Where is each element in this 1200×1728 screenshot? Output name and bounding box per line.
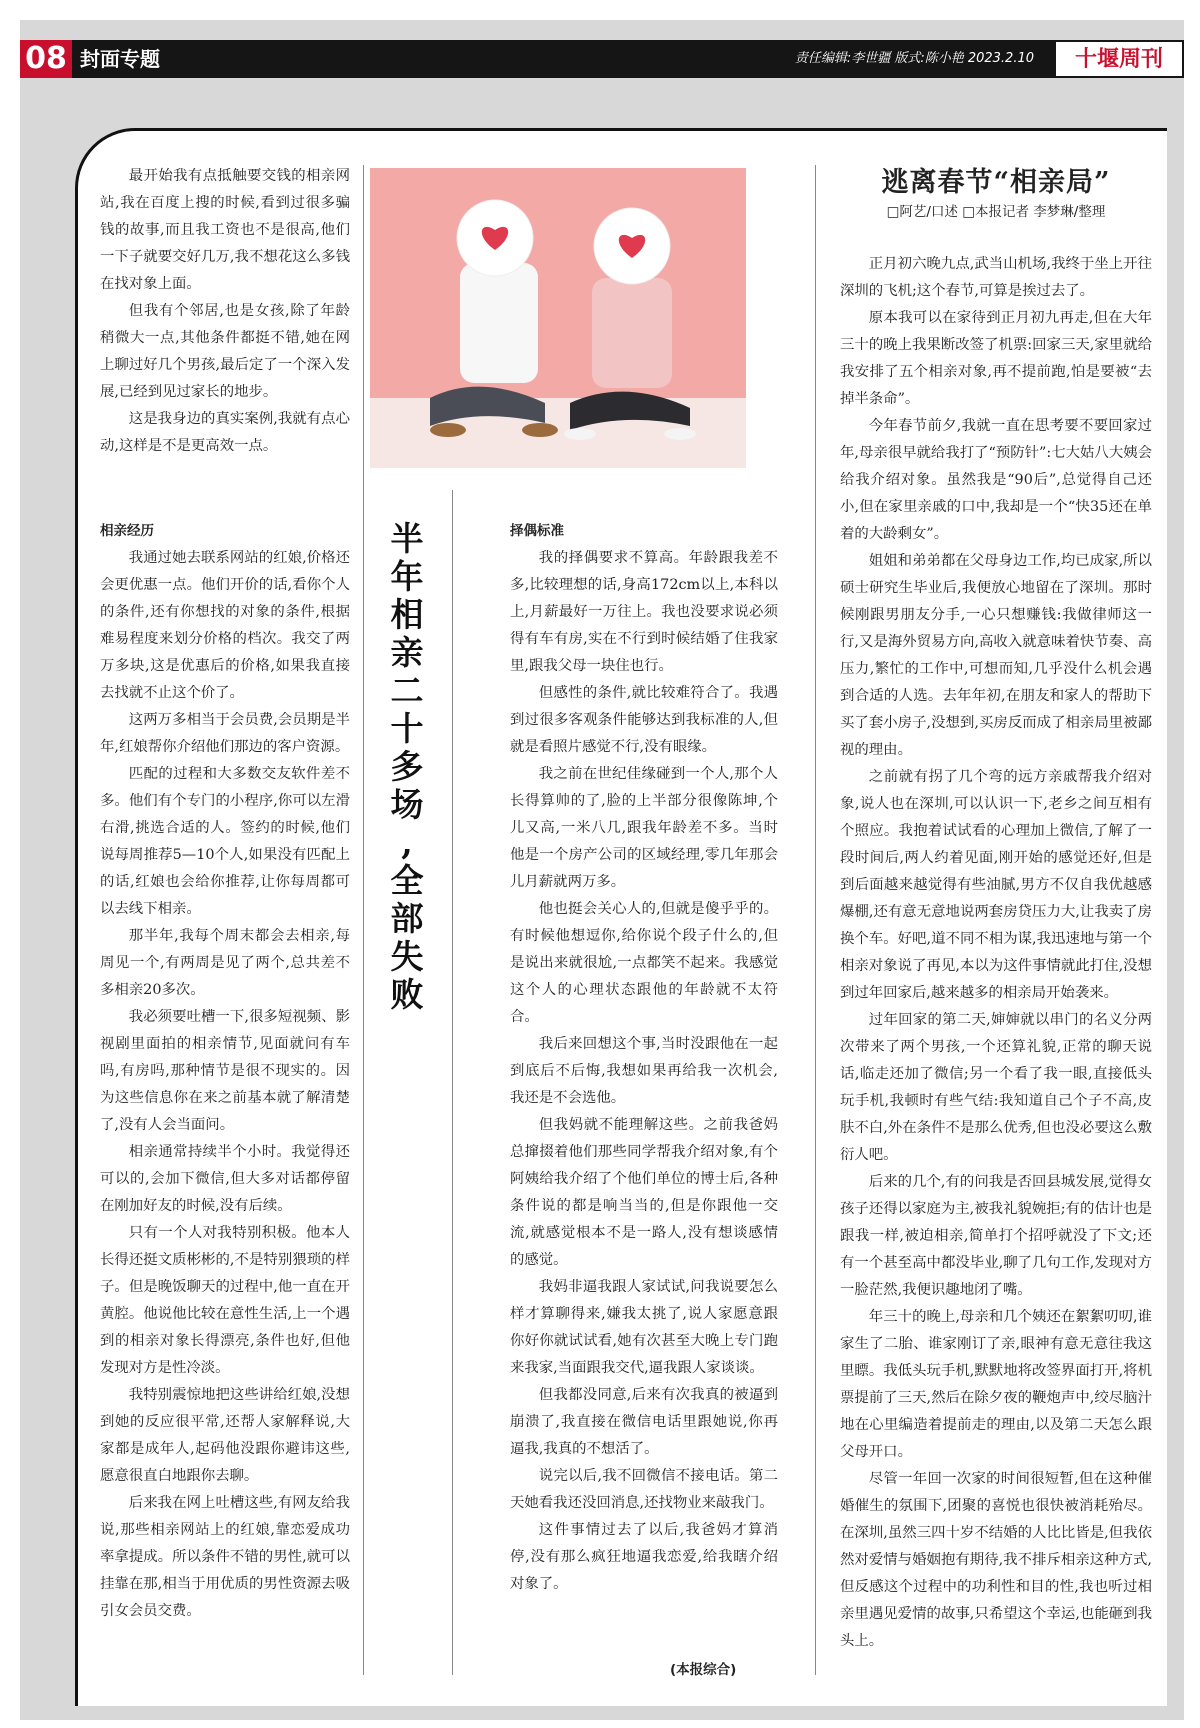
vertical-headline (382, 520, 432, 1014)
paragraph: 这是我身边的真实案例,我就有点心动,这样是不是更高效一点。 (100, 411, 350, 454)
couple-illustration (370, 168, 746, 468)
paragraph: 但我都没同意,后来有次我真的被逼到崩溃了,我直接在微信电话里跟她说,你再逼我,我真的不想活了。 (510, 1387, 778, 1457)
paragraph: 尽管一年回一次家的时间很短暂,但在这种催婚催生的氛围下,团聚的喜悦也很快被消耗殆尽。在深圳,虽然三四十岁不结婚的人比比皆是,但我依然对爱情与婚姻抱有期待,我不排斥相亲这种方式,但反感这个过程中的功利性和目的性,我也听过相亲里遇见爱情的故事,只希望这个幸运,也能砸到我头上。 (840, 1471, 1152, 1649)
headline-char: 败 (390, 975, 424, 1014)
brand-logo (1054, 40, 1184, 78)
paragraph: 这两万多相当于会员费,会员期是半年,红娘帮你介绍他们那边的客户资源。 (100, 712, 350, 755)
headline-char: 十 (390, 709, 424, 748)
paragraph: 姐姐和弟弟都在父母身边工作,均已成家,所以硕士研究生毕业后,我便放心地留在了深圳。那时候刚跟男朋友分手,一心只想赚钱:我做律师这一行,又是海外贸易方向,高收入就意味着快节奏、高压力,繁忙的工作中,可想而知,几乎没什么机会遇到合适的人选。去年年初,在朋友和家人的帮助下买了套小房子,没想到,买房反而成了相亲局里被鄙视的理由。 (840, 553, 1152, 758)
paragraph: 最开始我有点抵触要交钱的相亲网站,我在百度上搜的时候,看到过很多骗钱的故事,而且我工资也不是很高,他们一下子就要交好几万,我不想花这么多钱在找对象上面。 (100, 168, 350, 292)
paragraph: 但感性的条件,就比较难符合了。我遇到过很多客观条件能够达到我标准的人,但就是看照片感觉不行,没有眼缘。 (510, 685, 778, 755)
headline-char: 全 (390, 861, 424, 900)
headline-char: 亲 (390, 633, 424, 672)
paragraph: 原本我可以在家待到正月初九再走,但在大年三十的晚上我果断改签了机票:回家三天,家里就给我安排了五个相亲对象,再不提前跑,怕是要被“去掉半条命”。 (840, 310, 1152, 407)
headline-char: 年 (390, 557, 424, 596)
paragraph: 我后来回想这个事,当时没跟他在一起到底后不后悔,我想如果再给我一次机会,我还是不会选他。 (510, 1036, 778, 1106)
couple-photo (370, 168, 746, 468)
paragraph: 过年回家的第二天,婶婶就以串门的名义分两次带来了两个男孩,一个还算礼貌,正常的聊天说话,临走还加了微信;另一个看了我一眼,直接低头玩手机,我顿时有些气结:我知道自己个子不高,皮肤不白,外在条件不是那么优秀,但也没必要这么敷衍人吧。 (840, 1012, 1152, 1163)
column-1-intro (100, 163, 350, 460)
column-divider-2 (452, 490, 453, 1675)
article-title: 逃离春节“相亲局” (881, 167, 1111, 198)
column-divider-3 (815, 165, 816, 1675)
column-1-main (100, 518, 350, 1625)
subheading-mate-criteria: 择偶标准 (510, 523, 564, 539)
headline-char: 半 (390, 519, 424, 558)
paragraph: 年三十的晚上,母亲和几个姨还在絮絮叨叨,谁家生了二胎、谁家刚订了亲,眼神有意无意往我这里瞟。我低头玩手机,默默地将改签界面打开,将机票提前了三天,然后在除夕夜的鞭炮声中,绞尽脑汁地在心里编造着提前走的理由,以及第二天怎么跟父母开口。 (840, 1309, 1152, 1460)
paragraph: 我的择偶要求不算高。年龄跟我差不多,比较理想的话,身高172cm以上,本科以上,月薪最好一万往上。我也没要求说必须得有车有房,实在不行到时候结婚了住我家里,跟我父母一块住也行。 (510, 550, 778, 674)
brand-name: 十堰周刊 (1074, 46, 1163, 72)
paragraph: 我特别震惊地把这些讲给红娘,没想到她的反应很平常,还帮人家解释说,大家都是成年人,起码他没跟你避讳这些,愿意很直白地跟你去聊。 (100, 1387, 350, 1484)
page-number: 08 (20, 40, 72, 78)
paragraph: 这件事情过去了以后,我爸妈才算消停,没有那么疯狂地逼我恋爱,给我瞎介绍对象了。 (510, 1522, 778, 1592)
headline-char: , (401, 823, 413, 862)
headline-char: 相 (390, 595, 424, 634)
paragraph: 那半年,我每个周末都会去相亲,每周见一个,有两周是见了两个,总共差不多相亲20多次。 (100, 928, 350, 998)
paragraph: 我之前在世纪佳缘碰到一个人,那个人长得算帅的了,脸的上半部分很像陈坤,个儿又高,一米八几,跟我年龄差不多。当时他是一个房产公司的区域经理,零几年那会儿月薪就两万多。 (510, 766, 778, 890)
paragraph: 后来的几个,有的问我是否回县城发展,觉得女孩子还得以家庭为主,被我礼貌婉拒;有的估计也是跟我一样,被迫相亲,简单打个招呼就没了下文;还有一个甚至高中都没毕业,聊了几句工作,发现对方一脸茫然,我便识趣地闭了嘴。 (840, 1174, 1152, 1298)
headline-char: 多 (390, 747, 424, 786)
headline-char: 二 (390, 671, 424, 710)
paragraph: 正月初六晚九点,武当山机场,我终于坐上开往深圳的飞机;这个春节,可算是挨过去了。 (840, 256, 1152, 299)
paragraph: 只有一个人对我特别积极。他本人长得还挺文质彬彬的,不是特别猥琐的样子。但是晚饭聊天的过程中,他一直在开黄腔。他说他比较在意性生活,上一个遇到的相亲对象长得漂亮,条件也好,但他发现对方是性冷淡。 (100, 1225, 350, 1376)
paragraph: 但我有个邻居,也是女孩,除了年龄稍微大一点,其他条件都挺不错,她在网上聊过好几个男孩,最后定了一个深入发展,已经到见过家长的地步。 (100, 303, 350, 400)
subheading-dating-experience: 相亲经历 (100, 523, 154, 539)
editor-credits: 责任编辑:李世疆 版式:陈小艳 2023.2.10 (794, 51, 1034, 66)
paragraph: 相亲通常持续半个小时。我觉得还可以的,会加下微信,但大多对话都停留在刚加好友的时候,没有后续。 (100, 1144, 350, 1214)
paragraph: 他也挺会关心人的,但就是傻乎乎的。有时候他想逗你,给你说个段子什么的,但是说出来就很尬,一点都笑不起来。我感觉这个人的心理状态跟他的年龄就不太符合。 (510, 901, 778, 1025)
paragraph: 我必须要吐槽一下,很多短视频、影视剧里面拍的相亲情节,见面就问有车吗,有房吗,那种情节是很不现实的。因为这些信息你在来之前基本就了解清楚了,没有人会当面问。 (100, 1009, 350, 1133)
column-4 (840, 251, 1152, 1655)
headline-char: 失 (390, 937, 424, 976)
paragraph: 我通过她去联系网站的红娘,价格还会更优惠一点。他们开价的话,看你个人的条件,还有你想找的对象的条件,根据难易程度来划分价格的档次。我交了两万多块,这是优惠后的价格,如果我直接去找就不止这个价了。 (100, 550, 350, 701)
column-divider-1 (363, 165, 364, 1675)
headline-char: 部 (390, 899, 424, 938)
headline-char: 场 (390, 785, 424, 824)
paragraph: 今年春节前夕,我就一直在思考要不要回家过年,母亲很早就给我打了“预防针”:七大姑八大姨会给我介绍对象。虽然我是“90后”,总觉得自己还小,但在家里亲戚的口中,我却是一个“快35还在单着的大龄剩女”。 (840, 418, 1152, 542)
paragraph: 我妈非逼我跟人家试试,问我说要怎么样才算聊得来,嫌我太挑了,说人家愿意跟你好你就试试看,她有次甚至大晚上专门跑来我家,当面跟我交代,逼我跟人家谈谈。 (510, 1279, 778, 1376)
article-byline: □阿艺/口述 □本报记者 李梦琳/整理 (886, 204, 1106, 220)
paragraph: 后来我在网上吐槽这些,有网友给我说,那些相亲网站上的红娘,靠恋爱成功率拿提成。所以条件不错的男性,就可以挂靠在那,相当于用优质的男性资源去吸引女会员交费。 (100, 1495, 350, 1619)
source-note: (本报综合) (670, 1662, 737, 1678)
paragraph: 匹配的过程和大多数交友软件差不多。他们有个专门的小程序,你可以左滑右滑,挑选合适的人。签约的时候,他们说每周推荐5—10个人,如果没有匹配上的话,红娘也会给你推荐,让你每周都可以去线下相亲。 (100, 766, 350, 917)
paragraph: 但我妈就不能理解这些。之前我爸妈总撺掇着他们那些同学帮我介绍对象,有个阿姨给我介绍了个他们单位的博士后,各种条件说的都是响当当的,但是你跟他一交流,就感觉根本不是一路人,没有想谈感情的感觉。 (510, 1117, 778, 1268)
section-name: 封面专题 (80, 47, 160, 71)
paragraph: 说完以后,我不回微信不接电话。第二天她看我还没回消息,还找物业来敲我门。 (510, 1468, 778, 1511)
column-3 (510, 518, 778, 1598)
paragraph: 之前就有拐了几个弯的远方亲戚帮我介绍对象,说人也在深圳,可以认识一下,老乡之间互相有个照应。我抱着试试看的心理加上微信,了解了一段时间后,两人约着见面,刚开始的感觉还好,但是到后面越来越觉得有些油腻,男方不仅自我优越感爆棚,还有意无意地说两套房贷压力大,让我卖了房换个车。好吧,道不同不相为谋,我迅速地与第一个相亲对象说了再见,本以为这件事情就此打住,没想到过年回家后,越来越多的相亲局开始袭来。 (840, 769, 1152, 1001)
page-header (20, 40, 1184, 78)
